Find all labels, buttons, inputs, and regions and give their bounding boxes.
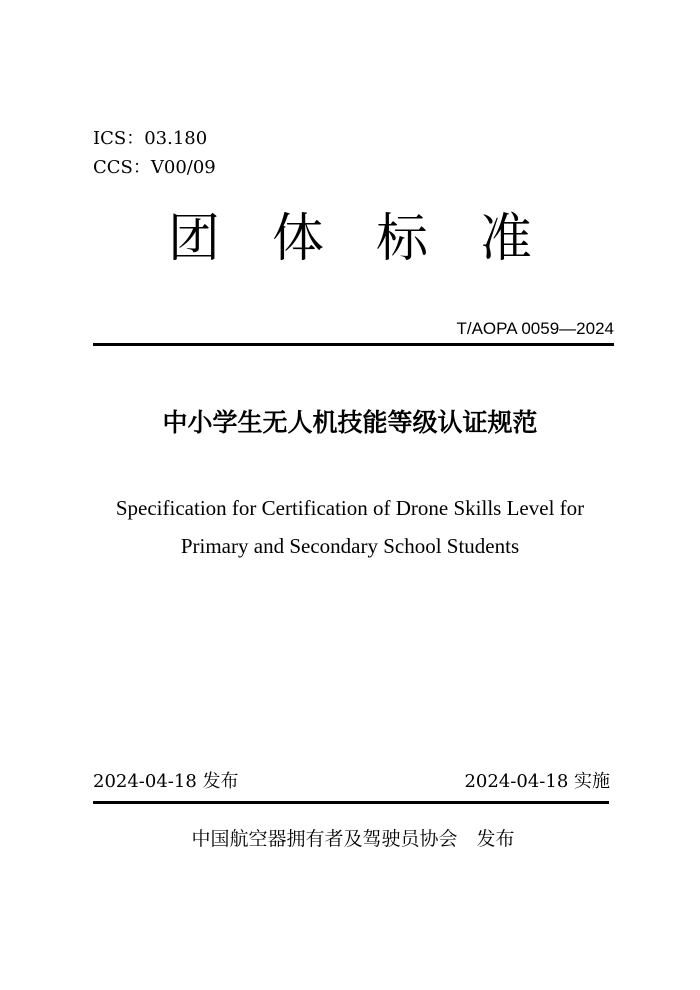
publish-date: 2024-04-18 发布 bbox=[93, 771, 239, 792]
standard-type-heading: 团体标准 bbox=[167, 209, 584, 269]
top-divider bbox=[93, 343, 614, 346]
ccs-code: CCS：V00/09 bbox=[93, 157, 216, 178]
chinese-title: 中小学生无人机技能等级认证规范 bbox=[162, 408, 538, 437]
english-title-line-1: Specification for Certification of Drone Skills Level for bbox=[115, 496, 585, 520]
ics-code: ICS：03.180 bbox=[93, 128, 208, 149]
english-title-line-2: Primary and Secondary School Students bbox=[180, 534, 520, 558]
implement-date: 2024-04-18 实施 bbox=[464, 771, 610, 792]
publisher-line: 中国航空器拥有者及驾驶员协会 发布 bbox=[191, 828, 515, 850]
bottom-divider bbox=[93, 801, 609, 804]
standard-number: T/AOPA 0059—2024 bbox=[456, 319, 614, 338]
